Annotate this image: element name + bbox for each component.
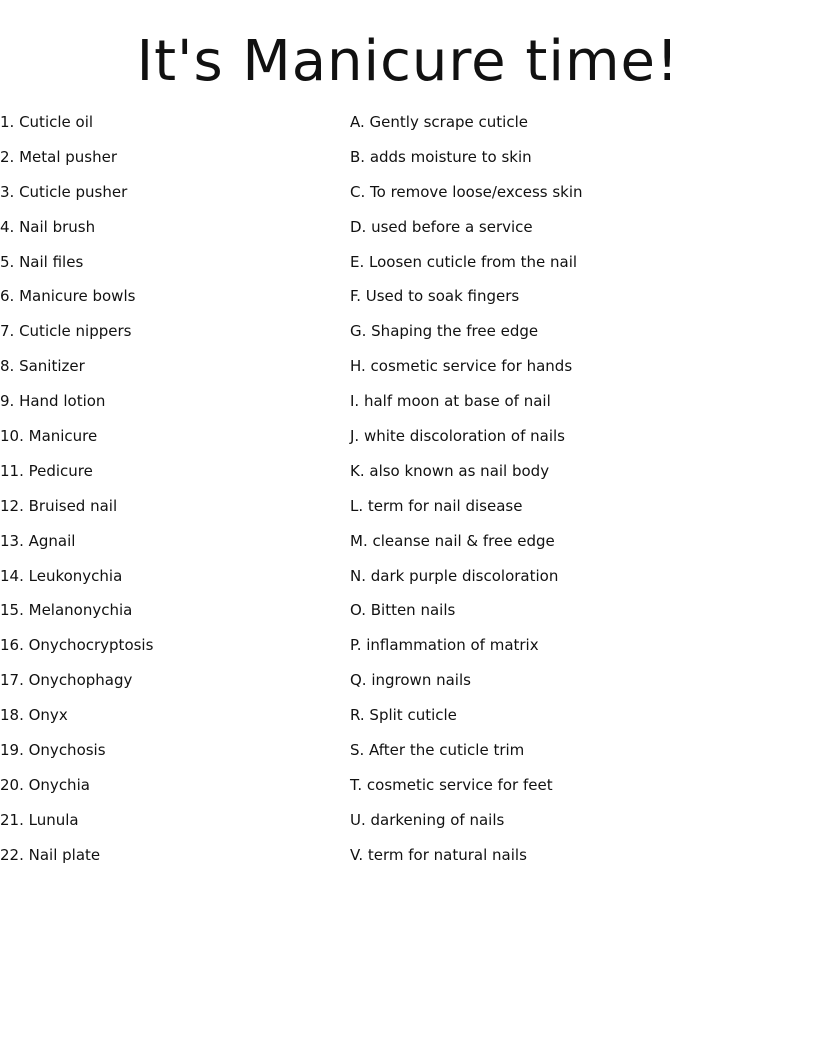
- definition-item: C. To remove loose/excess skin: [350, 182, 583, 201]
- definition-item: T. cosmetic service for feet: [350, 775, 553, 794]
- definition-item: A. Gently scrape cuticle: [350, 113, 528, 131]
- term-item: 8. Sanitizer: [0, 357, 85, 376]
- definition-item: R. Split cuticle: [350, 706, 457, 725]
- term-item: 5. Nail files: [0, 252, 84, 271]
- term-item: 18. Onyx: [0, 706, 68, 725]
- page-title: It's Manicure time!: [136, 29, 680, 94]
- terms-list: [0, 109, 340, 877]
- term-item: 17. Onychophagy: [0, 671, 133, 690]
- definition-item: M. cleanse nail & free edge: [350, 531, 555, 550]
- term-item: 12. Bruised nail: [0, 496, 118, 515]
- term-item: 13. Agnail: [0, 531, 76, 550]
- term-item: 14. Leukonychia: [0, 566, 123, 585]
- definition-item: L. term for nail disease: [350, 496, 523, 515]
- definition-item: I. half moon at base of nail: [350, 392, 551, 411]
- definition-item: N. dark purple discoloration: [350, 566, 559, 585]
- definition-item: Q. ingrown nails: [350, 671, 471, 690]
- definition-item: S. After the cuticle trim: [350, 741, 525, 760]
- term-item: 20. Onychia: [0, 775, 90, 794]
- term-item: 21. Lunula: [0, 810, 79, 829]
- definition-item: B. adds moisture to skin: [350, 147, 532, 166]
- term-item: 15. Melanonychia: [0, 601, 133, 620]
- term-item: 19. Onychosis: [0, 741, 106, 760]
- term-item: 10. Manicure: [0, 427, 98, 446]
- definition-item: H. cosmetic service for hands: [350, 357, 573, 376]
- definition-item: U. darkening of nails: [350, 810, 505, 829]
- definition-item: P. inflammation of matrix: [350, 636, 539, 655]
- term-item: 3. Cuticle pusher: [0, 182, 128, 201]
- definition-item: F. Used to soak fingers: [350, 287, 520, 306]
- definition-item: D. used before a service: [350, 217, 533, 236]
- definition-item: O. Bitten nails: [350, 601, 456, 620]
- term-item: 1. Cuticle oil: [0, 113, 94, 131]
- term-item: 16. Onychocryptosis: [0, 636, 154, 655]
- term-item: 22. Nail plate: [0, 845, 101, 864]
- definition-item: K. also known as nail body: [350, 461, 550, 480]
- term-item: 6. Manicure bowls: [0, 287, 136, 306]
- term-item: 2. Metal pusher: [0, 147, 118, 166]
- term-item: 4. Nail brush: [0, 217, 96, 236]
- term-item: 11. Pedicure: [0, 461, 93, 480]
- definition-item: G. Shaping the free edge: [350, 322, 539, 341]
- definition-item: E. Loosen cuticle from the nail: [350, 252, 578, 271]
- definitions-list: [350, 109, 810, 877]
- definition-item: J. white discoloration of nails: [350, 427, 565, 446]
- definition-item: V. term for natural nails: [350, 845, 527, 864]
- term-item: 9. Hand lotion: [0, 392, 106, 411]
- term-item: 7. Cuticle nippers: [0, 322, 132, 341]
